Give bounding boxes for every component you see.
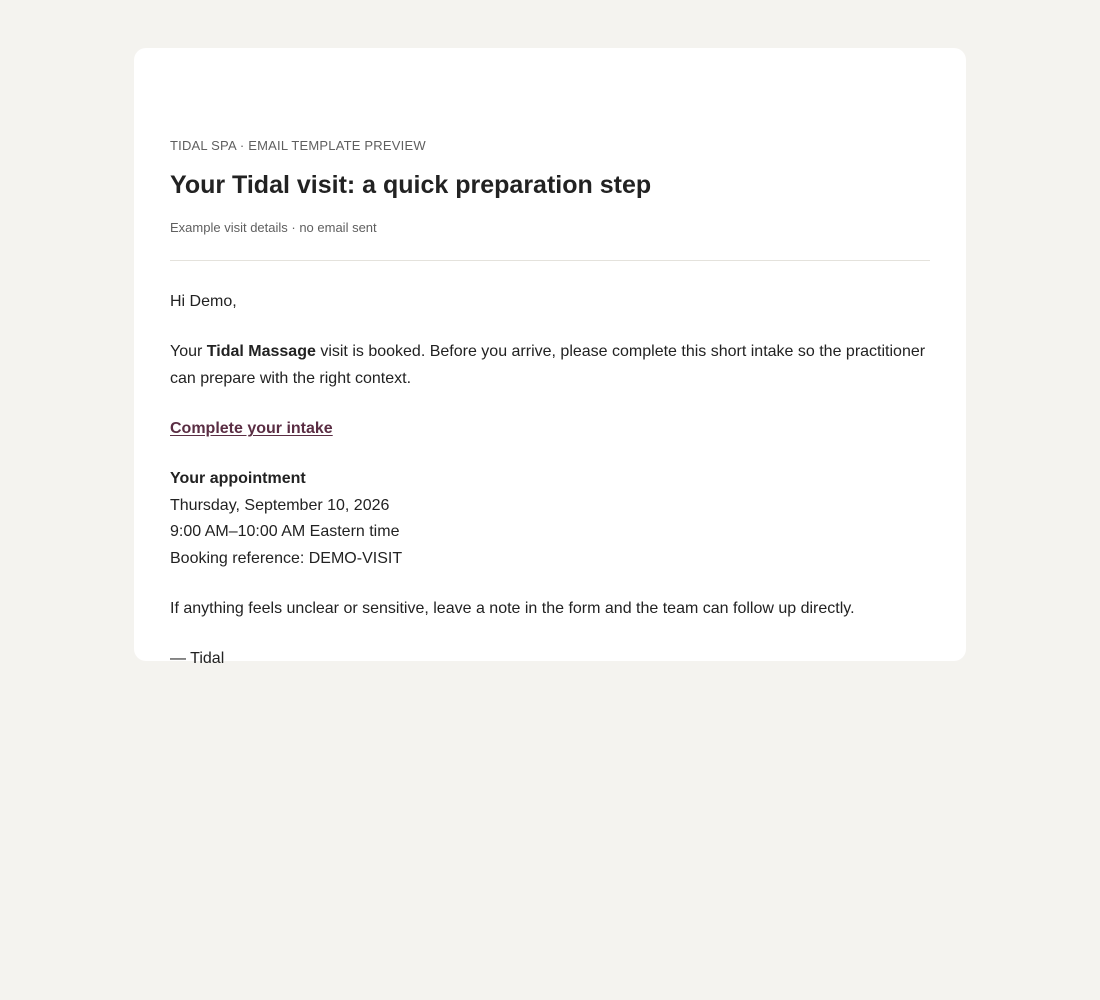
email-intro (170, 339, 930, 392)
support-note: If anything feels unclear or sensitive, leave a note in the form and the team can follow up directly. (170, 600, 855, 617)
booking-reference: Booking reference: DEMO-VISIT (170, 549, 403, 567)
intro-text-start: Your (170, 343, 207, 360)
preview-meta: Example visit details · no email sent (170, 220, 377, 235)
appointment-date: Thursday, September 10, 2026 (170, 496, 390, 514)
appointment-heading: Your appointment (170, 470, 306, 487)
complete-intake-link[interactable]: Complete your intake (170, 420, 333, 437)
preview-label: TIDAL SPA · EMAIL TEMPLATE PREVIEW (170, 138, 426, 153)
email-subject-title: Your Tidal visit: a quick preparation step (170, 171, 652, 199)
email-signoff: — Tidal (170, 650, 225, 667)
service-name: Tidal Massage (206, 343, 316, 360)
header-divider (170, 260, 930, 261)
email-preview-card (134, 48, 966, 667)
email-greeting: Hi Demo, (170, 293, 237, 310)
appointment-time: 9:00 AM–10:00 AM Eastern time (170, 523, 400, 540)
intro-text-end: visit is booked. Before you arrive, please complete this short intake so the practitioner can prepare with the right context. (170, 343, 926, 387)
appointment-details (170, 466, 930, 572)
